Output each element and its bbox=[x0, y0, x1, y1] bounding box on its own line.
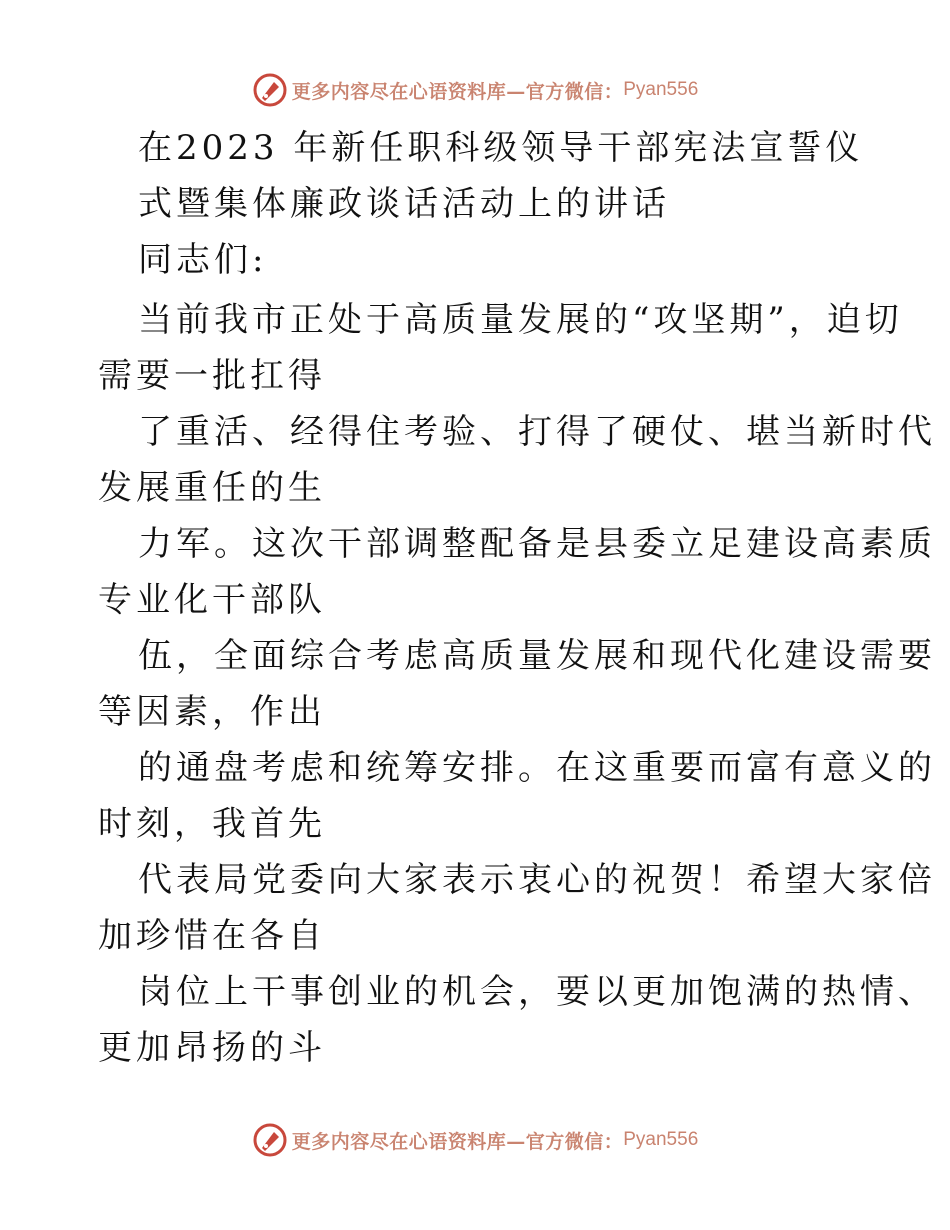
document-line: 时刻，我首先 bbox=[98, 804, 326, 844]
pen-nib-logo-icon bbox=[252, 1122, 288, 1158]
document-line: 需要一批扛得 bbox=[98, 356, 326, 396]
document-title-line-1: 在2023 年新任职科级领导干部宪法宣誓仪 bbox=[138, 128, 864, 168]
document-line: 发展重任的生 bbox=[98, 468, 326, 508]
document-paragraph bbox=[98, 292, 936, 1076]
document-body bbox=[98, 120, 936, 1076]
document-line: 更加昂扬的斗 bbox=[98, 1028, 326, 1068]
document-line: 伍，全面综合考虑高质量发展和现代化建设需要 bbox=[138, 636, 936, 676]
header-banner-contact: Pyan556 bbox=[623, 79, 699, 100]
document-line: 等因素，作出 bbox=[98, 692, 326, 732]
document-line: 的通盘考虑和统筹安排。在这重要而富有意义的 bbox=[138, 748, 936, 788]
document-greeting: 同志们: bbox=[138, 240, 268, 280]
document-line: 加珍惜在各自 bbox=[98, 916, 326, 956]
document-line: 当前我市正处于高质量发展的“攻坚期”，迫切 bbox=[138, 300, 903, 340]
pen-nib-logo-icon bbox=[252, 72, 288, 108]
document-title-line-2: 式暨集体廉政谈话活动上的讲话 bbox=[138, 184, 670, 224]
document-line: 岗位上干事创业的机会，要以更加饱满的热情、 bbox=[138, 972, 936, 1012]
document-line: 了重活、经得住考验、打得了硬仗、堪当新时代 bbox=[138, 412, 936, 452]
footer-banner bbox=[0, 1120, 950, 1160]
header-banner bbox=[0, 70, 950, 110]
document-line: 力军。这次干部调整配备是县委立足建设高素质 bbox=[138, 524, 936, 564]
document-line: 代表局党委向大家表示衷心的祝贺！希望大家倍 bbox=[138, 860, 936, 900]
footer-banner-text: 更多内容尽在心语资料库—官方微信： bbox=[291, 1130, 624, 1153]
footer-banner-contact: Pyan556 bbox=[623, 1129, 699, 1150]
document-line: 专业化干部队 bbox=[98, 580, 326, 620]
header-banner-text: 更多内容尽在心语资料库—官方微信： bbox=[291, 80, 624, 103]
